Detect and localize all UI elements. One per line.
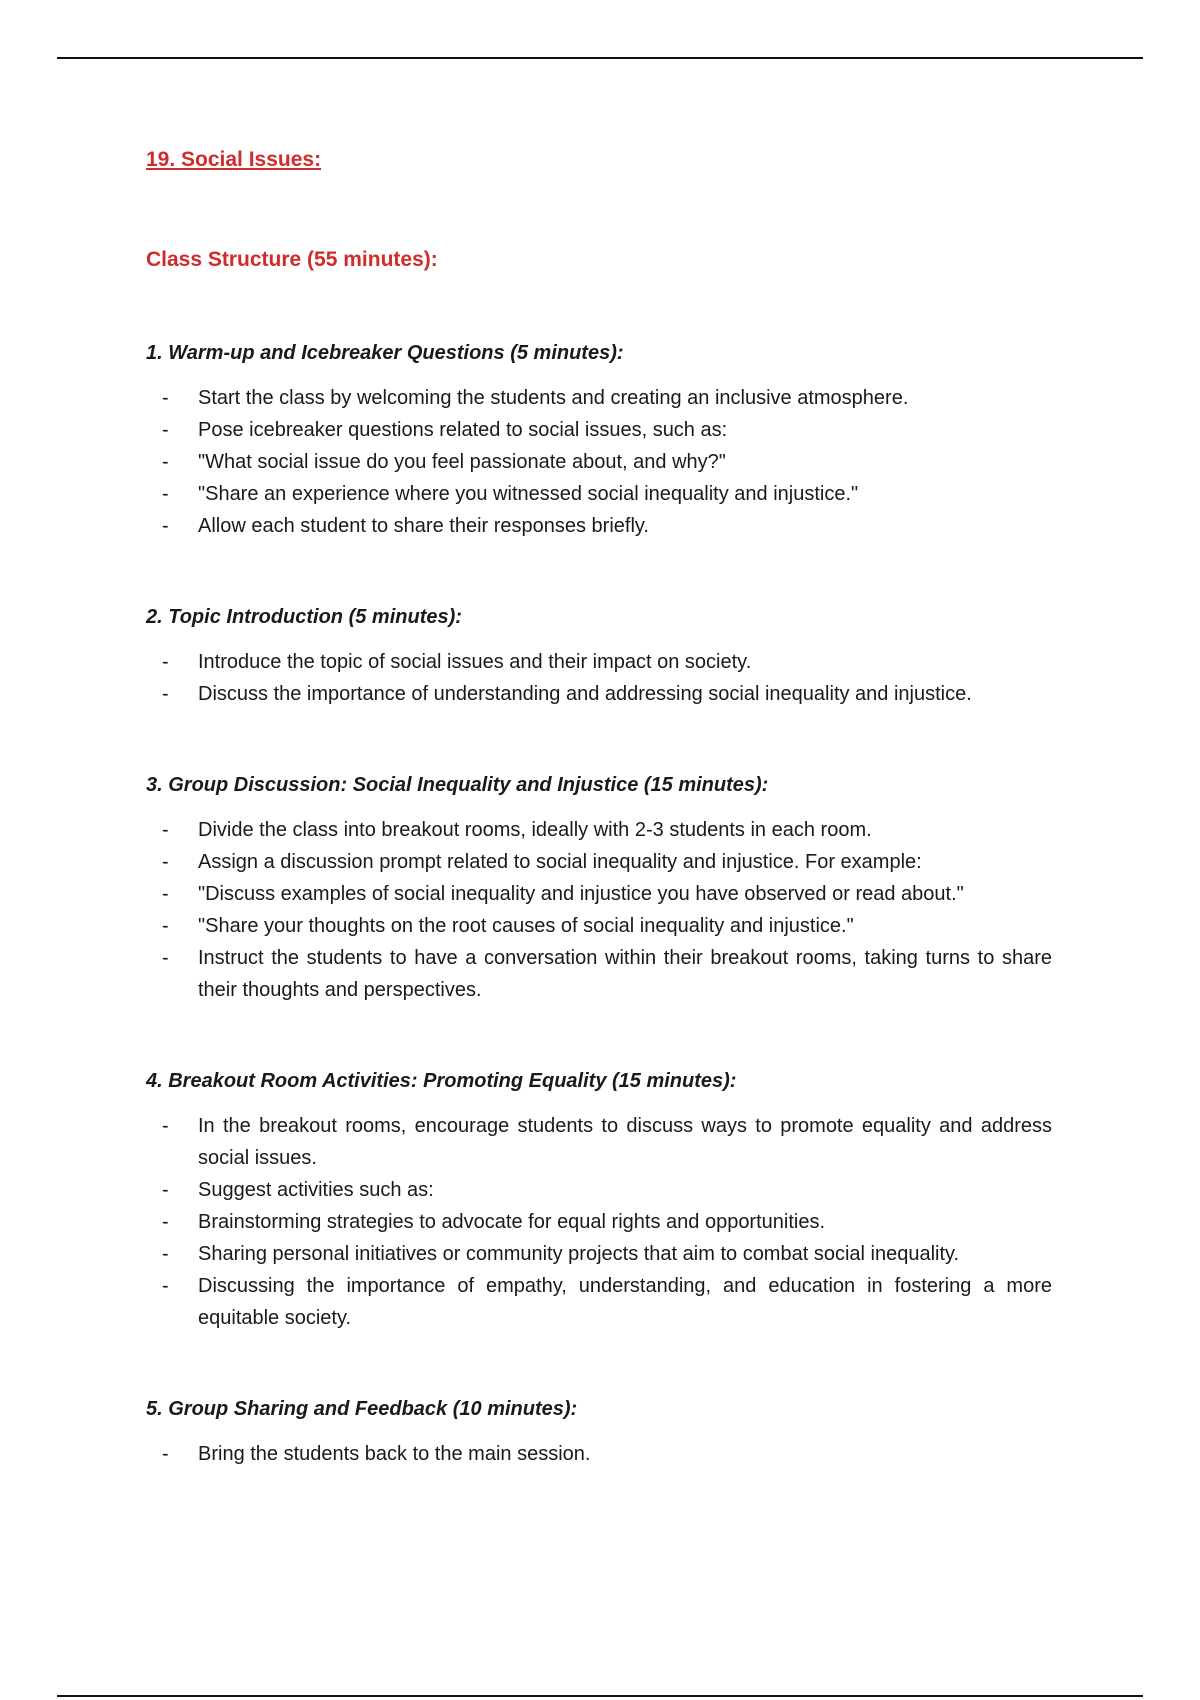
list-item: [146, 478, 1052, 510]
section-3: [146, 768, 1052, 1006]
section-heading: 2. Topic Introduction (5 minutes):: [146, 606, 462, 628]
section-heading: 3. Group Discussion: Social Inequality and Injustice (15 minutes):: [146, 774, 769, 796]
bottom-rule: [57, 1695, 1143, 1697]
list-item-text: Discussing the importance of empathy, understanding, and education in fostering a more equitable society.: [198, 1275, 1052, 1329]
list-item: [146, 846, 1052, 878]
list-item-text: Divide the class into breakout rooms, ideally with 2-3 students in each room.: [198, 819, 872, 841]
list-item-text: Brainstorming strategies to advocate for equal rights and opportunities.: [198, 1211, 826, 1233]
list-item: [146, 1270, 1052, 1334]
bullet-marker: -: [162, 851, 169, 873]
bullet-marker: -: [162, 1211, 169, 1233]
list-item: [146, 646, 1052, 678]
list-item-text: "Share an experience where you witnessed social inequality and injustice.": [198, 483, 859, 505]
list-item: [146, 1174, 1052, 1206]
document-title: 19. Social Issues:: [146, 148, 322, 171]
section-heading: 1. Warm-up and Icebreaker Questions (5 minutes):: [146, 342, 624, 364]
list-item: [146, 1238, 1052, 1270]
list-item: [146, 446, 1052, 478]
list-item-text: Bring the students back to the main session.: [198, 1443, 591, 1465]
list-item-text: In the breakout rooms, encourage students to discuss ways to promote equality and address social issues.: [198, 1115, 1052, 1169]
list-item-text: "What social issue do you feel passionate about, and why?": [198, 451, 726, 473]
bullet-marker: -: [162, 1443, 169, 1465]
list-item-text: Suggest activities such as:: [198, 1179, 434, 1201]
list-item-text: Sharing personal initiatives or community projects that aim to combat social inequality.: [198, 1243, 960, 1265]
bullet-marker: -: [162, 947, 169, 969]
sections-container: [146, 336, 1052, 1470]
section-1: [146, 336, 1052, 542]
bullet-marker: -: [162, 451, 169, 473]
bullet-marker: -: [162, 515, 169, 537]
bullet-marker: -: [162, 1243, 169, 1265]
section-heading: 4. Breakout Room Activities: Promoting Equality (15 minutes):: [146, 1070, 737, 1092]
list-item: [146, 878, 1052, 910]
list-item-text: "Discuss examples of social inequality and injustice you have observed or read about.": [198, 883, 964, 905]
list-item-text: Discuss the importance of understanding and addressing social inequality and injustice.: [198, 683, 972, 705]
class-structure-heading: Class Structure (55 minutes):: [146, 248, 438, 271]
section-5: [146, 1392, 1052, 1470]
bullet-marker: -: [162, 883, 169, 905]
document-body: [146, 140, 1052, 1470]
list-item: [146, 382, 1052, 414]
bullet-marker: -: [162, 915, 169, 937]
bullet-marker: -: [162, 651, 169, 673]
bullet-list: [146, 646, 1052, 710]
section-2: [146, 600, 1052, 710]
list-item-text: Instruct the students to have a conversation within their breakout rooms, taking turns to share their thoughts and perspectives.: [198, 947, 1052, 1001]
top-rule: [57, 57, 1143, 59]
list-item-text: Start the class by welcoming the students and creating an inclusive atmosphere.: [198, 387, 909, 409]
bullet-marker: -: [162, 1179, 169, 1201]
list-item: [146, 814, 1052, 846]
bullet-marker: -: [162, 419, 169, 441]
list-item-text: Assign a discussion prompt related to social inequality and injustice. For example:: [198, 851, 922, 873]
bullet-marker: -: [162, 483, 169, 505]
bullet-marker: -: [162, 1115, 169, 1137]
bullet-list: [146, 1110, 1052, 1334]
list-item-text: "Share your thoughts on the root causes of social inequality and injustice.": [198, 915, 854, 937]
section-4: [146, 1064, 1052, 1334]
bullet-marker: -: [162, 387, 169, 409]
list-item-text: Pose icebreaker questions related to social issues, such as:: [198, 419, 728, 441]
list-item: [146, 1206, 1052, 1238]
bullet-marker: -: [162, 1275, 169, 1297]
bullet-marker: -: [162, 819, 169, 841]
list-item-text: Introduce the topic of social issues and their impact on society.: [198, 651, 752, 673]
list-item: [146, 414, 1052, 446]
section-heading: 5. Group Sharing and Feedback (10 minutes):: [146, 1398, 578, 1420]
list-item: [146, 1438, 1052, 1470]
list-item: [146, 510, 1052, 542]
bullet-list: [146, 1438, 1052, 1470]
list-item: [146, 678, 1052, 710]
list-item: [146, 942, 1052, 1006]
list-item-text: Allow each student to share their responses briefly.: [198, 515, 649, 537]
list-item: [146, 1110, 1052, 1174]
bullet-list: [146, 382, 1052, 542]
bullet-marker: -: [162, 683, 169, 705]
bullet-list: [146, 814, 1052, 1006]
list-item: [146, 910, 1052, 942]
